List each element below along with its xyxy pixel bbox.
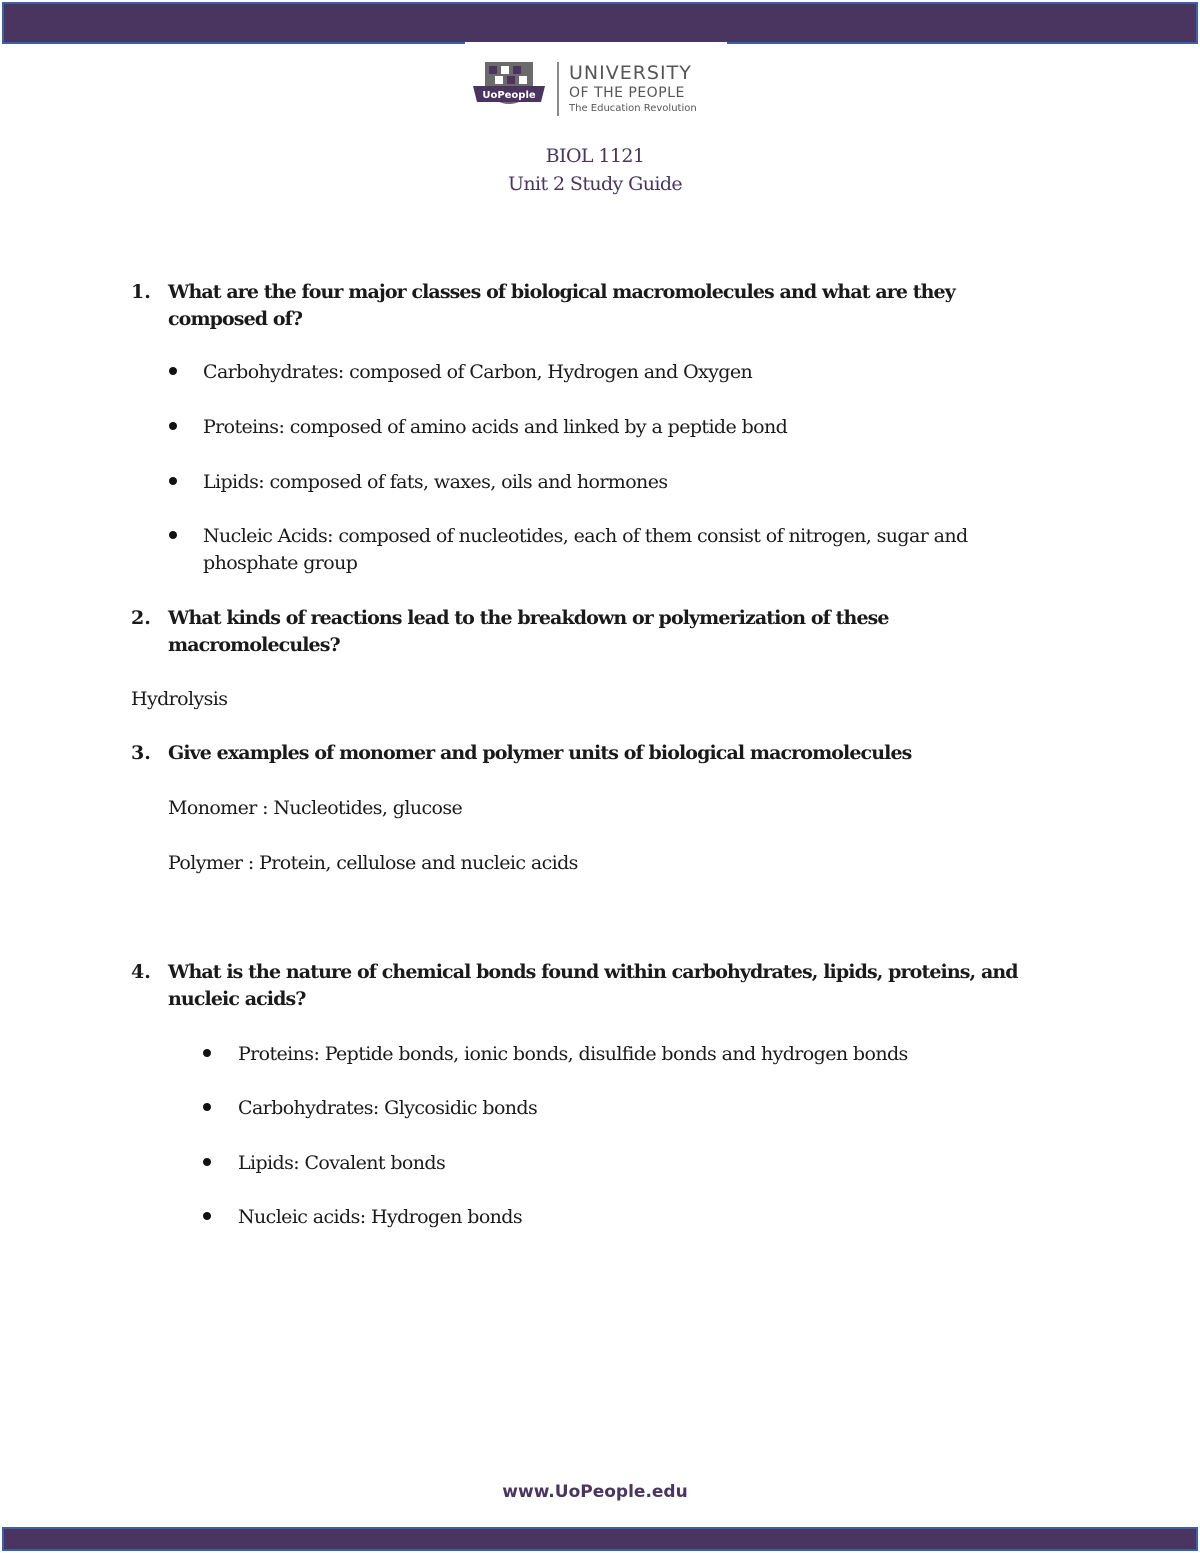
- question-1-number: 1.: [131, 281, 151, 303]
- question-3-number: 3.: [131, 742, 151, 764]
- q1-answer-nucleic-acids: Nucleic Acids: composed of nucleotides, each of them consist of nitrogen, sugar and: [203, 525, 968, 547]
- footer-website-link[interactable]: www.UoPeople.edu: [502, 1482, 688, 1502]
- q1-answer-proteins: Proteins: composed of amino acids and linked by a peptide bond: [203, 416, 788, 438]
- q1-answer-lipids: Lipids: composed of fats, waxes, oils and hormones: [203, 471, 668, 493]
- bullet-icon: [169, 477, 177, 485]
- q4-answer-nucleic-acids: Nucleic acids: Hydrogen bonds: [238, 1206, 523, 1228]
- uopeople-crest-icon: [471, 56, 547, 118]
- footer-band: [2, 1527, 1198, 1551]
- document-title: Unit 2 Study Guide: [507, 173, 683, 195]
- question-2-number: 2.: [131, 607, 151, 629]
- question-3-text: Give examples of monomer and polymer units of biological macromolecules: [168, 742, 912, 764]
- logo-divider: [557, 62, 559, 116]
- q1-answer-nucleic-acids-cont: phosphate group: [203, 552, 358, 574]
- q3-answer-polymer: Polymer : Protein, cellulose and nucleic acids: [168, 852, 578, 874]
- bullet-icon: [203, 1158, 211, 1166]
- question-2-text-cont: macromolecules?: [168, 634, 340, 656]
- header-band: [2, 2, 1198, 44]
- bullet-icon: [169, 531, 177, 539]
- bullet-icon: [169, 367, 177, 375]
- question-1-text-cont: composed of?: [168, 308, 303, 330]
- bullet-icon: [203, 1103, 211, 1111]
- q2-answer: Hydrolysis: [131, 688, 228, 710]
- logo-tagline: The Education Revolution: [569, 103, 697, 114]
- logo-line-university: UNIVERSITY: [569, 62, 692, 84]
- question-4-number: 4.: [131, 961, 151, 983]
- q4-answer-carbohydrates: Carbohydrates: Glycosidic bonds: [238, 1097, 538, 1119]
- question-4-text-cont: nucleic acids?: [168, 988, 306, 1010]
- logo-line-people: OF THE PEOPLE: [569, 85, 685, 101]
- question-1-text: What are the four major classes of biological macromolecules and what are they: [168, 281, 955, 303]
- logo-badge-text: UoPeople: [482, 90, 536, 101]
- q3-answer-monomer: Monomer : Nucleotides, glucose: [168, 797, 463, 819]
- university-logo: [465, 42, 727, 132]
- bullet-icon: [203, 1049, 211, 1057]
- bullet-icon: [169, 422, 177, 430]
- document-header: [0, 142, 1190, 198]
- question-2-text: What kinds of reactions lead to the breakdown or polymerization of these: [168, 607, 889, 629]
- q4-answer-proteins: Proteins: Peptide bonds, ionic bonds, disulfide bonds and hydrogen bonds: [238, 1043, 908, 1065]
- question-4-text: What is the nature of chemical bonds found within carbohydrates, lipids, proteins, and: [168, 961, 1018, 983]
- q1-answer-carbohydrates: Carbohydrates: composed of Carbon, Hydrogen and Oxygen: [203, 361, 753, 383]
- q4-answer-lipids: Lipids: Covalent bonds: [238, 1152, 446, 1174]
- bullet-icon: [203, 1212, 211, 1220]
- course-code: BIOL 1121: [545, 145, 645, 167]
